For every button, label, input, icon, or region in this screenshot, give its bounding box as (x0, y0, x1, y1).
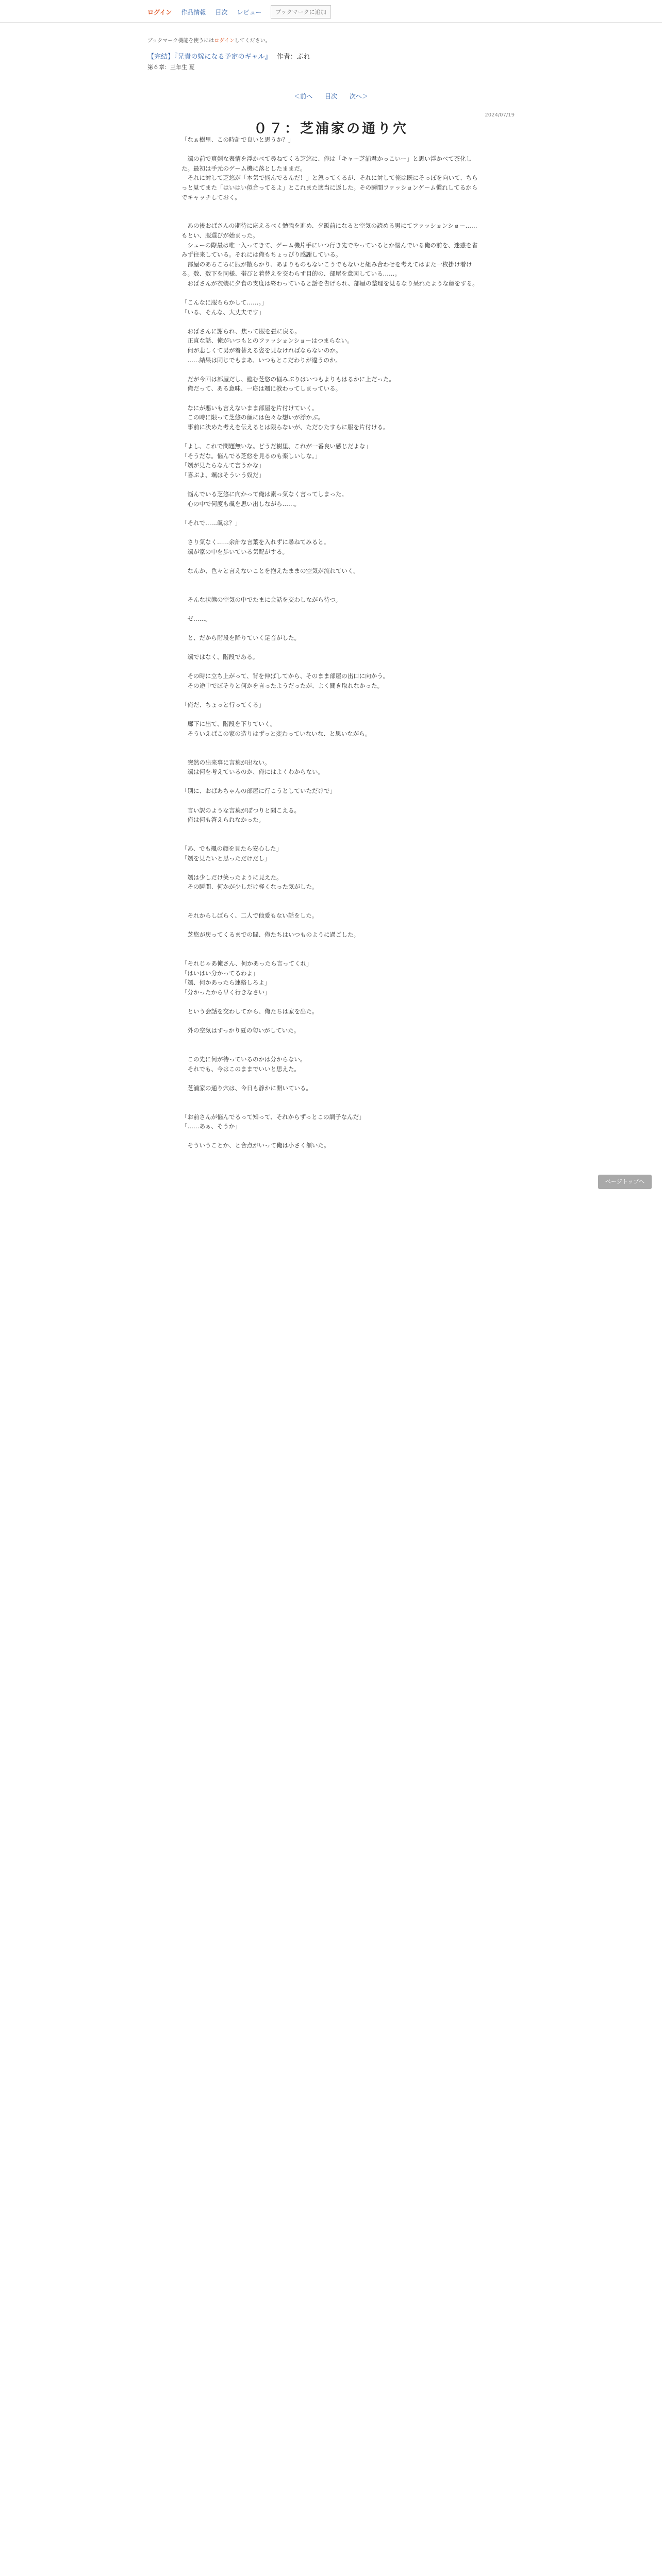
story-paragraph: 「あ、でも颯の顔を見たら安心した」 (181, 844, 283, 852)
story-paragraph (181, 509, 481, 518)
story-paragraph (181, 949, 481, 959)
story-paragraph: 「別に、おばあちゃんの部屋に行こうとしていただけで」 (181, 787, 336, 795)
story-paragraph (181, 623, 481, 633)
story-paragraph (181, 289, 481, 298)
story-paragraph (181, 480, 481, 489)
story-paragraph (181, 145, 481, 155)
story-paragraph: 「それで……颯は？」 (181, 519, 241, 527)
story-paragraph: 颯が家の中を歩いている気配がする。 (181, 548, 288, 555)
story-paragraph (181, 365, 481, 375)
story-paragraph (181, 528, 481, 537)
story-paragraph: だが今回は部屋だし、臨む芝悠の悩みぶりはいつもよりもはるかに上だった。 (181, 375, 395, 383)
story-paragraph: この時に限って芝悠の顔には色々な想いが浮かぶ。 (181, 414, 324, 421)
story-paragraph (181, 748, 481, 758)
page-top-button[interactable]: ページトップへ (598, 1175, 652, 1189)
episode-title: ０７：芝浦家の通り穴 (253, 121, 408, 137)
story-paragraph: 颯の前で真剣な表情を浮かべて尋ねてくる芝悠に、俺は「キャー芝浦君かっこいー」と思い浮かべて茶化した。最初は手元のゲーム機に落としたままだ。 (181, 155, 472, 172)
story-paragraph: 「はいはい分かってるわよ」 (181, 969, 259, 977)
story-paragraph (181, 1045, 481, 1055)
login-link[interactable]: ログイン (147, 8, 172, 16)
story-paragraph: ……結果は同じでもまあ、いつもとこだわりが違うのか。 (181, 356, 342, 364)
story-paragraph (181, 902, 481, 911)
story-paragraph: それに対して芝悠が「本気で悩んでるんだ！」と怒ってくるが、それに対して俺は既にそっぽを向いて、ちらっと見てまた「はいはい似合ってるよ」とこれまた適当に返した。その瞬間ファッションゲーム慣れしてるからでキャッチしておく。 (181, 174, 478, 201)
story-paragraph: 外の空気はすっかり夏の匂いがしていた。 (181, 1027, 300, 1035)
story-paragraph (181, 212, 481, 222)
story-paragraph (181, 1036, 481, 1045)
story-paragraph: 「颯を見たいと思っただけだし」 (181, 854, 271, 862)
story-paragraph (181, 738, 481, 748)
story-paragraph: 心の中で何度も颯を思い出しながら……。 (181, 500, 300, 507)
story-paragraph: 「なぁ樹里、この時計で良いと思うか？」 (181, 136, 294, 143)
story-paragraph: その瞬間、何かが少しだけ軽くなった気がした。 (181, 883, 318, 891)
story-paragraph (181, 202, 481, 212)
story-paragraph: なんか、色々と言えないことを抱えたままの空気が流れていく。 (181, 567, 359, 574)
notice-login-link[interactable]: ログイン (214, 38, 235, 44)
story-paragraph (181, 1103, 481, 1112)
story-paragraph (181, 585, 481, 595)
story-paragraph (181, 432, 481, 442)
story-paragraph (181, 604, 481, 614)
story-paragraph: 颯は少しだけ笑ったように見えた。 (181, 873, 283, 881)
prev-link[interactable]: ＜前へ (294, 93, 313, 100)
work-title[interactable]: 【完結】『兄貴の嫁になる予定のギャル』 作者：ぷれ (147, 53, 310, 61)
story-paragraph: 正直な話、俺がいつもとのファッションショーはつまらない。 (181, 337, 353, 345)
story-paragraph: そういうことか、と合点がいって俺は小さく頷いた。 (181, 1142, 330, 1149)
nav-work-info[interactable]: 作品情報 (181, 8, 206, 16)
story-paragraph: 事前に決めた考えを伝えるとは限らないが、ただひたすらに服を片付ける。 (181, 423, 389, 431)
story-paragraph: 芝悠が戻ってくるまでの間、俺たちはいつものように過ごした。 (181, 931, 359, 939)
story-paragraph: 俺だって、ある意味、一応は颯に教わってしまっている。 (181, 385, 342, 393)
main-container (147, 23, 515, 137)
story-paragraph: あの後おばさんの期待に応えるべく勉強を進め、夕飯前になると空気の読める男にてファッションショー……もとい、服選びが始まった。 (181, 222, 477, 239)
story-paragraph: 俺は何も答えられなかった。 (181, 816, 264, 824)
story-paragraph: 「そうだな。悩んでる芝悠を見るのも楽しいしな。」 (181, 452, 321, 460)
story-paragraph (181, 710, 481, 720)
story-paragraph: その途中でぼそりと何かを言ったようだったが、よく聞き取れなかった。 (181, 682, 383, 689)
story-paragraph: 颯は何を考えているのか、俺にはよくわからない。 (181, 768, 324, 776)
story-paragraph: 「……あぁ、そうか」 (181, 1123, 241, 1130)
story-paragraph: 廊下に出て、階段を下りていく。 (181, 720, 276, 728)
story-paragraph: シェーの際最は唯一入ってきて、ゲーム機片手にいつ行き先でやっているとか悩んでいる俺の前を、迷惑を省みず往来している。それには俺もちょっぴり感謝している。 (181, 241, 478, 259)
story-paragraph (181, 394, 481, 403)
top-bar (0, 0, 662, 23)
story-paragraph: と、だから階段を降りていく足音がした。 (181, 634, 300, 641)
story-paragraph: 「よし、これで問題無いな。どうだ樹里、これが一番良い感じだよな」 (181, 443, 371, 450)
toc-link[interactable]: 目次 (324, 93, 337, 100)
nav-review[interactable]: レビュー (237, 8, 262, 16)
story-paragraph: 颯ではなく、階段である。 (181, 653, 259, 661)
story-body (181, 135, 481, 1150)
publish-date: 2024/07/19 (485, 112, 515, 118)
bookmark-add-button[interactable]: ブックマークに追加 (271, 5, 330, 19)
story-paragraph (181, 556, 481, 566)
story-paragraph: 「こんなに服ちらかして……。」 (181, 299, 268, 307)
story-paragraph: その時に立ち上がって、背を伸ばしてから、そのまま部屋の出口に向かう。 (181, 672, 389, 680)
story-paragraph: 何が悲しくて男が着替える姿を見なければならないのか。 (181, 347, 342, 354)
story-paragraph (181, 1016, 481, 1026)
story-paragraph: 突然の出来事に言葉が出ない。 (181, 758, 271, 766)
story-paragraph (181, 940, 481, 950)
story-paragraph (181, 892, 481, 902)
story-paragraph (181, 575, 481, 585)
story-paragraph (181, 921, 481, 930)
story-paragraph: 「俺だ、ちょっと行ってくる」 (181, 701, 264, 709)
story-paragraph: 「それじゃあ俺さん、何かあったら言ってくれ」 (181, 960, 312, 968)
story-paragraph: おばさんが衣装に夕食の支度は終わっていると話を告げられ、部屋の整理を見るなり呆れたような顔をする。 (181, 279, 478, 287)
story-paragraph (181, 317, 481, 327)
story-paragraph: それからしばらく、二人で他愛もない話をした。 (181, 912, 318, 920)
story-paragraph (181, 825, 481, 835)
pager-top (147, 92, 515, 100)
chapter-subtitle: 第６章：三年生 夏 (147, 64, 195, 71)
story-paragraph (181, 662, 481, 672)
story-paragraph: 部屋のあちこちに服が散らかり、あまりものもないこうでもないと組み合わせを考えてはまた一枚掛け着ける。数、数下を同様、帯びと着替えを交わらす目的の、部屋を意図している……。 (181, 260, 472, 278)
bookmark-notice: ブックマーク機能を使うにはログインしてください。 (147, 38, 271, 44)
story-paragraph (181, 796, 481, 806)
story-paragraph (181, 863, 481, 873)
nav-toc[interactable]: 目次 (215, 8, 228, 16)
story-paragraph: そういえばこの家の造りはずっと変わっていないな、と思いながら。 (181, 730, 371, 737)
story-paragraph: という会話を交わしてから、俺たちは家を出た。 (181, 1008, 318, 1015)
story-paragraph: さり気なく……余計な言葉を入れずに尋ねてみると。 (181, 538, 330, 546)
story-paragraph: 「いる、そんな、大丈夫です」 (181, 308, 264, 316)
story-paragraph: 芝浦家の通り穴は、今日も静かに開いている。 (181, 1084, 312, 1092)
story-paragraph (181, 1131, 481, 1141)
story-paragraph: そんな状態の空気の中でたまに会話を交わしながら待つ。 (181, 596, 342, 603)
story-paragraph: ゼ……。 (181, 615, 211, 622)
story-paragraph: なにが悪いも言えないまま部屋を片付けていく。 (181, 404, 318, 412)
story-paragraph: それでも、今はこのままでいいと思えた。 (181, 1065, 300, 1073)
story-paragraph: この先に何が待っているのかは分からない。 (181, 1056, 306, 1063)
story-paragraph: 「喜ぶよ、颯はそういう奴だ」 (181, 471, 264, 479)
story-paragraph (181, 690, 481, 700)
story-paragraph: 「お前さんが悩んでるって知って、それからずっとこの調子なんだ」 (181, 1113, 365, 1121)
story-paragraph (181, 642, 481, 652)
story-paragraph: 言い訳のような言葉がぽつりと聞こえる。 (181, 806, 300, 814)
story-paragraph: 悩んでいる芝悠に向かって俺は素っ気なく言ってしまった。 (181, 490, 347, 498)
story-paragraph (181, 834, 481, 844)
story-paragraph: 「分かったから早く行きなさい」 (181, 988, 271, 996)
story-paragraph (181, 1074, 481, 1083)
story-paragraph (181, 777, 481, 787)
story-paragraph: 「颯が見たらなんて言うかな」 (181, 462, 264, 469)
next-link[interactable]: 次へ＞ (349, 93, 368, 100)
story-paragraph: おばさんに謝られ、焦って服を畳に戻る。 (181, 327, 301, 335)
story-paragraph: 「颯、何かあったら連絡しろよ」 (181, 979, 271, 987)
story-paragraph (181, 997, 481, 1007)
story-paragraph (181, 1093, 481, 1103)
